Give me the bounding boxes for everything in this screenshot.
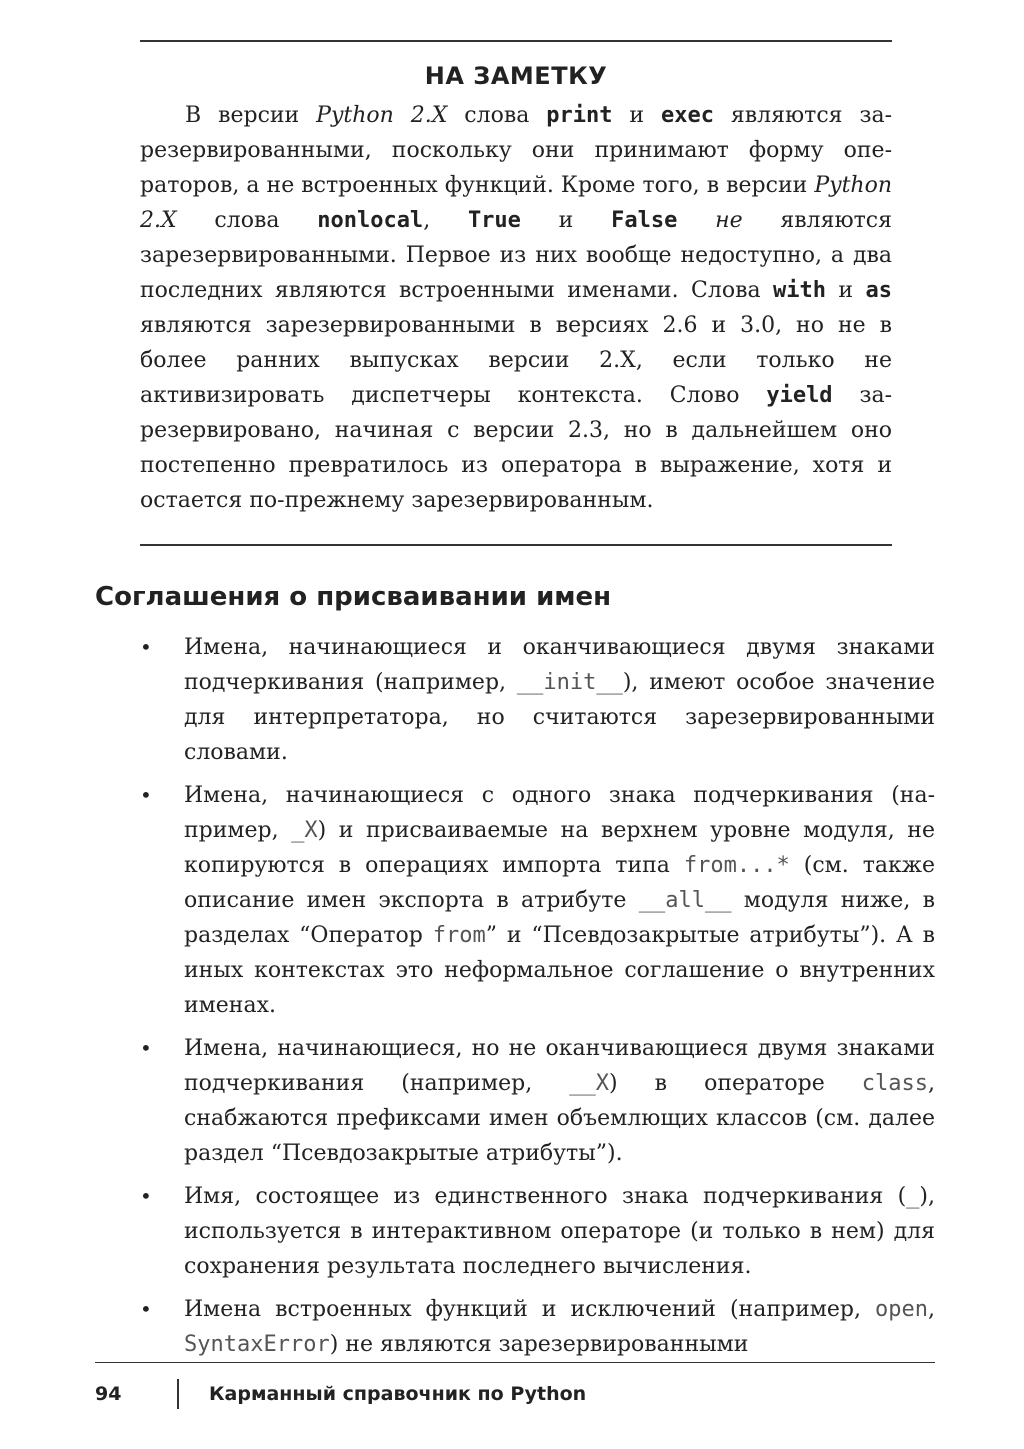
code-dunder-x: __X — [569, 1071, 610, 1096]
keyword-nonlocal: nonlocal — [317, 208, 424, 233]
footer-separator — [177, 1379, 179, 1409]
code-underscore-x: _X — [291, 818, 318, 843]
text-run: Имя, состоящее из единственного знака подчеркивания ( — [184, 1184, 907, 1209]
text-run: ) не являются зарезервированными — [329, 1332, 749, 1357]
text-run: , снабжаются префиксами имен объемлющих классов (см. далее раздел “Псевдозакрытые атрибуты”). — [184, 1071, 935, 1166]
note-text-run: являются зарезервированными, поскольку они принимают форму операторов, а не встроенных функций. Кроме того, в версии — [140, 103, 892, 198]
keyword-false: False — [611, 208, 678, 233]
note-box — [140, 40, 892, 546]
keyword-yield: yield — [766, 383, 833, 408]
emphasis-ne: не — [715, 208, 743, 233]
code-init: __init__ — [516, 670, 623, 695]
list-item — [140, 1031, 935, 1171]
note-text-run: зарезервировано, начиная с версии 2.3, но в дальнейшем оно постепенно превратилось из оператора в выражение, хотя и остается по-прежнему зарезервированным. — [140, 383, 892, 513]
note-title: НА ЗАМЕТКУ — [424, 62, 608, 90]
note-text — [140, 98, 892, 518]
text-run: Имена, начинающиеся и оканчивающиеся двумя знаками подчеркивания (например, — [184, 635, 935, 695]
code-from: from — [432, 923, 486, 948]
keyword-with: with — [773, 278, 826, 303]
text-run: ), имеют особое значение для интерпретатора, но считаются зарезервированными словами. — [184, 670, 936, 765]
note-text-run: слова — [447, 103, 547, 128]
code-syntaxerror: SyntaxError — [184, 1332, 330, 1357]
note-text-run: и — [612, 103, 661, 128]
list-item — [140, 1179, 935, 1284]
note-text-run: слова — [176, 208, 318, 233]
page-footer — [95, 1378, 586, 1410]
page-number: 94 — [95, 1383, 122, 1405]
note-text-run: являются зарезервированными. Первое из них вообще недоступно, а два последних являются встроенными именами. Слова — [140, 208, 893, 303]
text-run: Имена, начинающиеся, но не оканчивающиеся двумя знаками подчеркивания (например, — [184, 1036, 935, 1096]
text-run: ) и присваиваемые на верхнем уровне модуля, не копируются в операциях импорта типа — [184, 818, 935, 878]
keyword-as: as — [865, 278, 892, 303]
note-text-run: являются зарезервированными в версиях 2.6 и 3.0, но не в более ранних выпусках версии 2.X, если только не активизировать диспетчеры контекста. Слово — [140, 313, 892, 408]
footer-rule — [95, 1362, 935, 1363]
text-run: ” и “Псевдозакрытые атрибуты”). А в иных контекстах это неформальное соглашение о внутренних именах. — [184, 923, 935, 1018]
python-version-term: Python 2.X — [140, 173, 892, 233]
text-run: ) в операторе — [609, 1071, 862, 1096]
text-run: Имена, начинающиеся с одного знака подчеркивания (например, — [184, 783, 935, 843]
note-text-run: и — [825, 278, 866, 303]
code-from-star: from...* — [683, 853, 790, 878]
note-text-run: , — [423, 208, 468, 233]
note-text-run — [677, 208, 715, 233]
note-text-run: В версии — [185, 103, 317, 128]
text-run: Имена встроенных функций и исключений (например, — [184, 1297, 876, 1322]
text-run: (см. также описание имен экспорта в атрибуте — [184, 853, 935, 913]
bullet-list — [140, 630, 935, 1370]
list-item — [140, 778, 935, 1023]
code-all: __all__ — [638, 888, 732, 913]
section-heading: Соглашения о присваивании имен — [95, 582, 612, 612]
python-version-term: Python 2.X — [316, 103, 448, 128]
code-class: class — [861, 1071, 928, 1096]
keyword-true: True — [467, 208, 521, 233]
note-text-run: и — [520, 208, 612, 233]
keyword-exec: exec — [660, 103, 714, 128]
code-open: open — [875, 1297, 928, 1322]
text-run: модуля ниже, в разделах “Оператор — [184, 888, 935, 948]
code-underscore: _ — [906, 1184, 920, 1209]
list-item — [140, 1292, 935, 1362]
book-title: Карманный справочник по Python — [209, 1383, 587, 1405]
keyword-print: print — [546, 103, 613, 128]
text-run: , — [928, 1297, 935, 1322]
text-run: ), используется в интерактивном операторе (и только в нем) для сохранения результата последнего вычисления. — [184, 1184, 935, 1279]
list-item — [140, 630, 935, 770]
